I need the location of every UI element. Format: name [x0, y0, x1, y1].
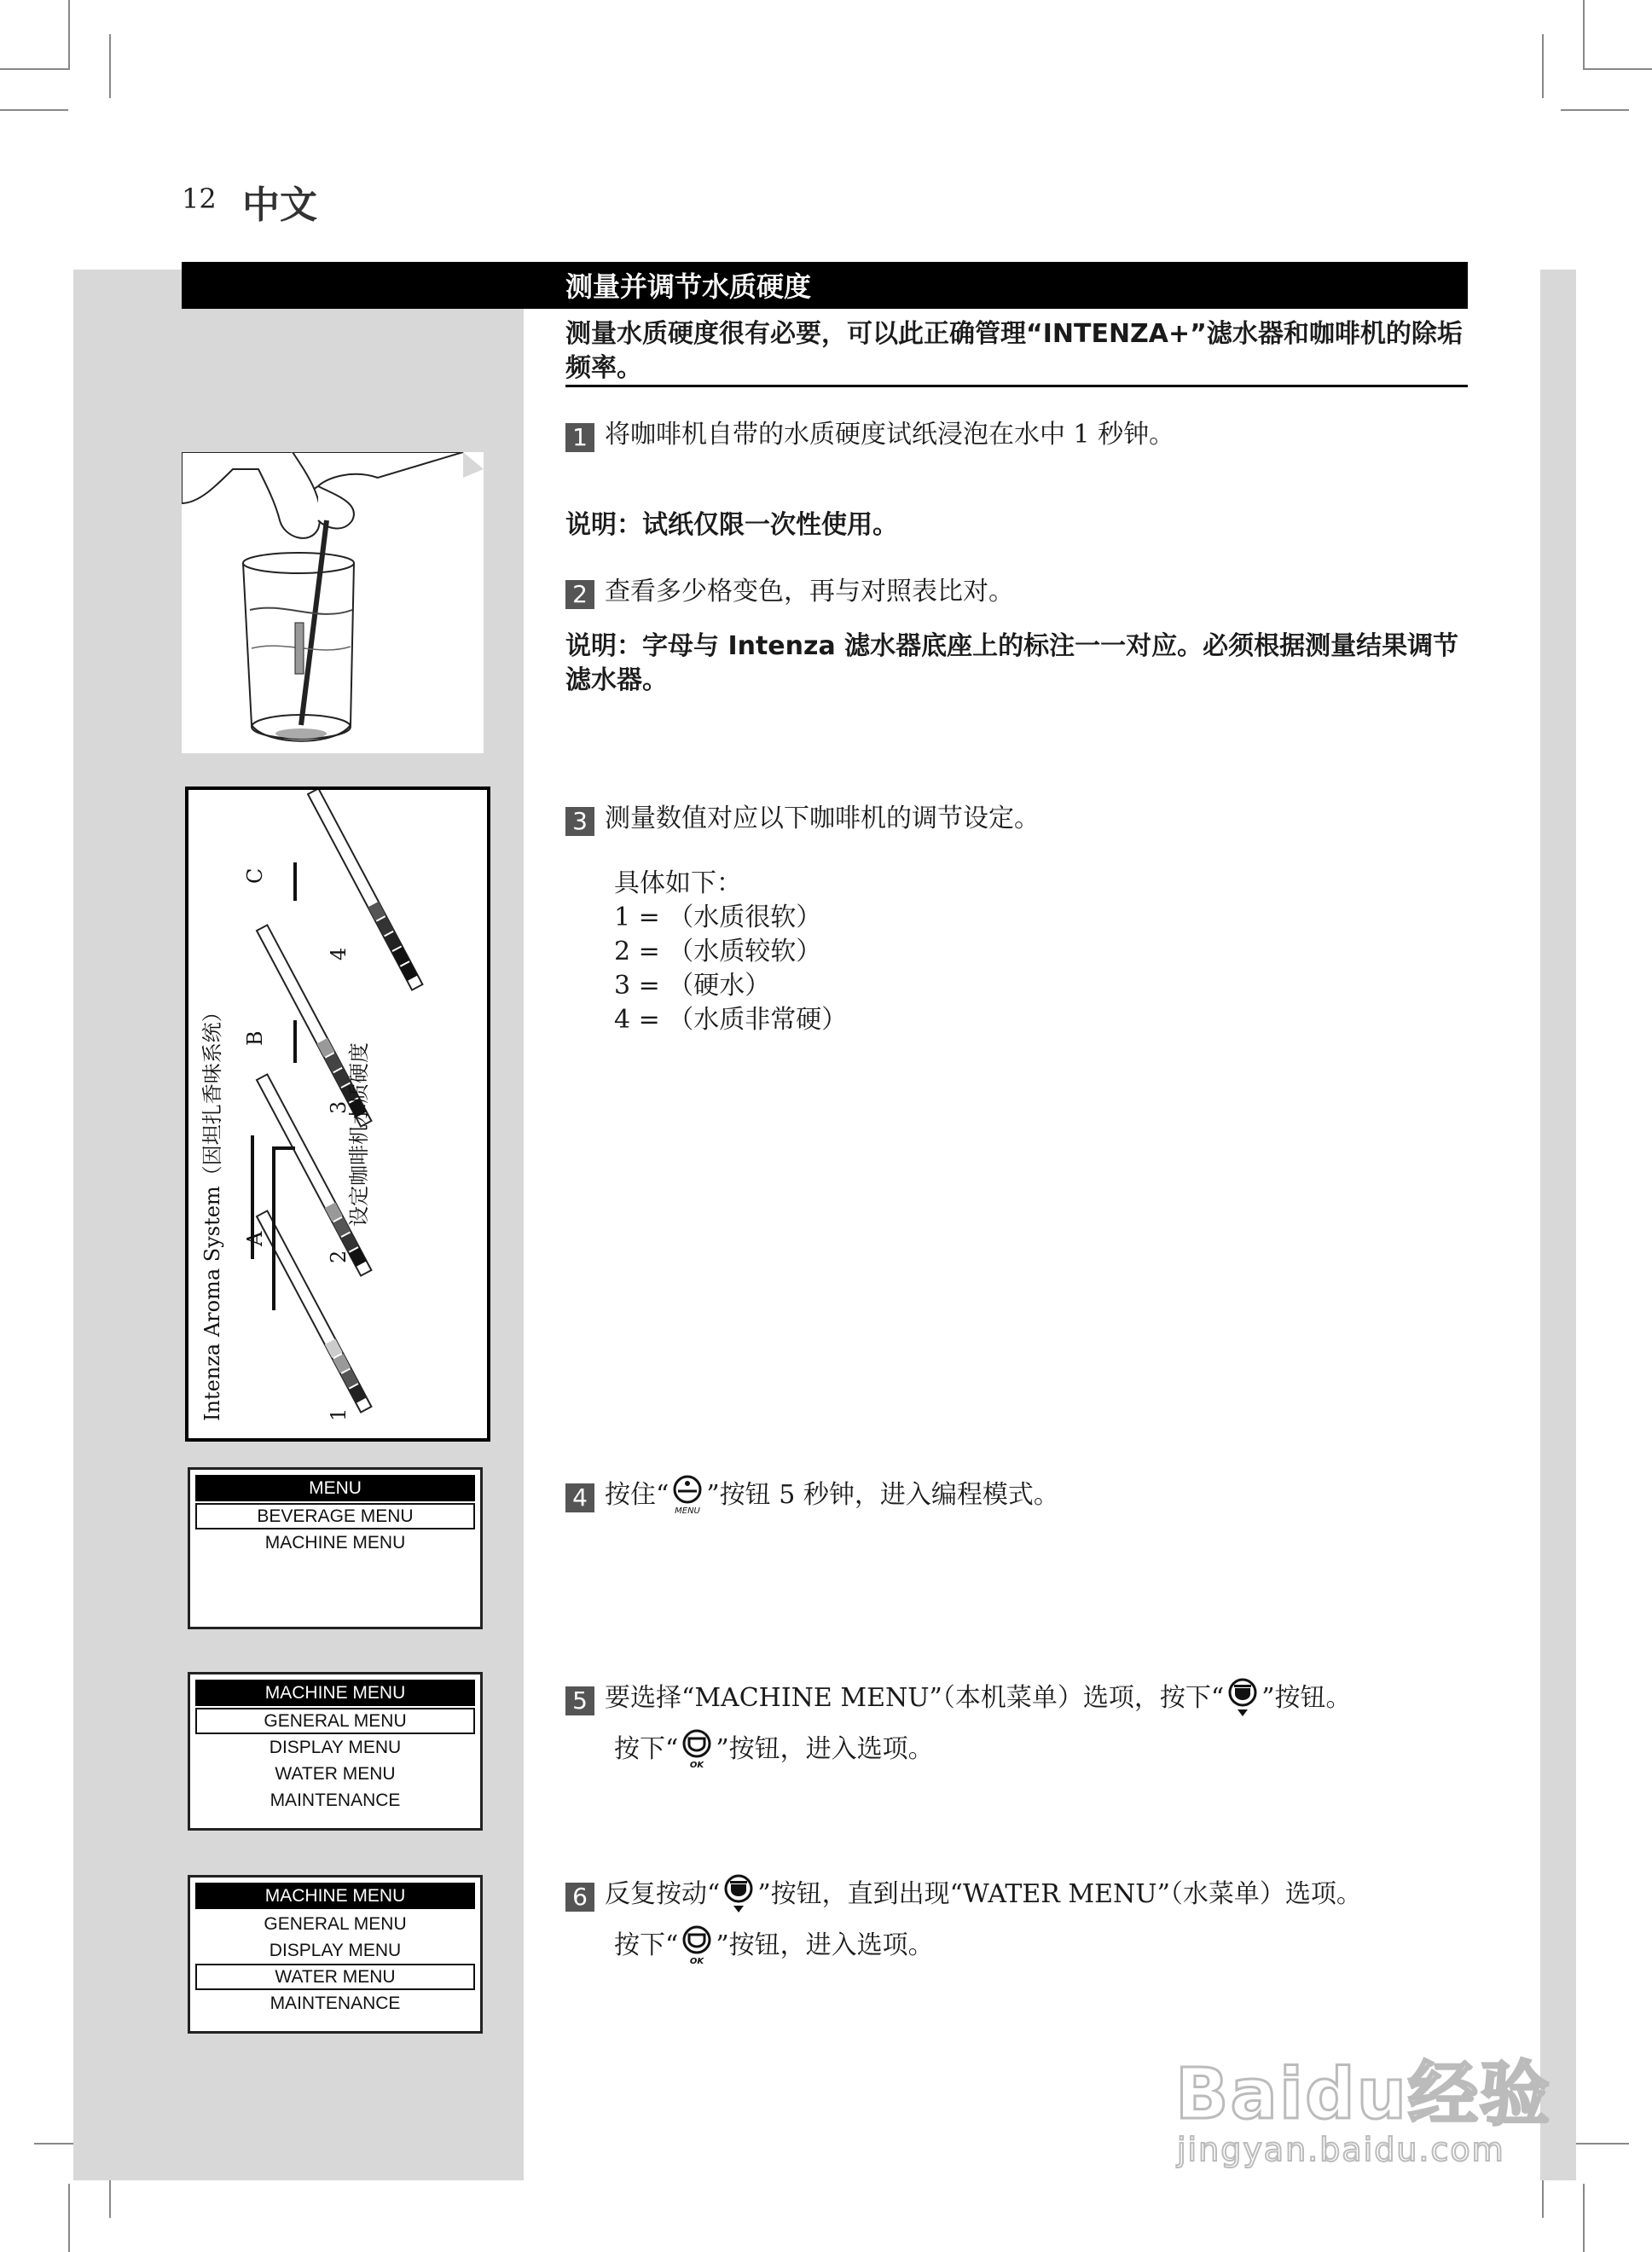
system-label: Intenza Aroma System（因坦扎香味系统）: [200, 1001, 224, 1421]
step-6: [565, 1873, 1362, 1914]
step-text: 要选择“MACHINE MENU”（本机菜单）选项，按下“: [605, 1683, 1225, 1713]
right-gray-column: [1540, 270, 1576, 2180]
letter-c: C: [243, 868, 267, 884]
number-4: 4: [327, 947, 351, 961]
lcd-header: MACHINE MENU: [195, 1883, 475, 1909]
step-number: 5: [565, 1686, 594, 1715]
step-2: [565, 575, 1014, 609]
crop-mark: [1561, 109, 1629, 111]
hardness-item: 3 = （硬水）: [614, 971, 771, 1001]
step-4: [565, 1474, 1059, 1515]
step-number: 3: [565, 807, 594, 836]
hardness-item: 1 = （水质很软）: [614, 903, 822, 932]
step-text: ”按钮 5 秒钟，进入编程模式。: [706, 1480, 1059, 1510]
system-label-group: [200, 1001, 224, 1421]
lcd-item: WATER MENU: [275, 1764, 396, 1784]
setting-label: 设定咖啡机水质硬度: [347, 1042, 371, 1227]
ok-button-icon: [678, 1924, 716, 1965]
lcd-screen-menu: [188, 1467, 483, 1629]
letter-a-group: [243, 1231, 267, 1247]
crop-mark: [68, 2184, 70, 2252]
step-5-line-2: [614, 1728, 934, 1769]
section-title-bar: [182, 262, 1468, 309]
lcd-item: DISPLAY MENU: [269, 1941, 402, 1960]
crop-mark: [1583, 0, 1585, 68]
lcd-header: MENU: [195, 1475, 475, 1501]
ok-button-icon: [678, 1728, 716, 1769]
hardness-item: 2 = （水质较软）: [614, 937, 822, 966]
ok-icon-label: OK: [690, 1957, 704, 1965]
step-number: 6: [565, 1883, 594, 1912]
watermark-brand: Baidu经验: [1175, 2054, 1552, 2135]
letter-c-group: [243, 868, 267, 884]
lcd-item: DISPLAY MENU: [269, 1738, 402, 1757]
coffee-down-button-icon: [720, 1873, 757, 1914]
crop-mark: [1583, 68, 1652, 70]
step-text: 查看多少格变色，再与对照表比对。: [605, 577, 1014, 607]
letter-b-group: [243, 1030, 267, 1046]
number-2: 2: [327, 1250, 351, 1263]
lcd-item-selected: BEVERAGE MENU: [195, 1503, 475, 1529]
letter-a: A: [243, 1231, 267, 1246]
step-text: 按住“: [605, 1480, 669, 1510]
step-text: ”按钮。: [1261, 1683, 1352, 1713]
step-1: [565, 418, 1174, 452]
step-6-line-2: [614, 1924, 934, 1965]
crop-mark: [0, 109, 68, 111]
step-text: ”按钮，直到出现“WATER MENU”（水菜单）选项。: [757, 1879, 1362, 1909]
lcd-item: MAINTENANCE: [270, 1791, 401, 1810]
lcd-item-selected: WATER MENU: [195, 1964, 475, 1990]
crop-mark: [1542, 34, 1544, 98]
intro-text: 测量水质硬度很有必要，可以此正确管理“INTENZA+”滤水器和咖啡机的除垢频率。: [565, 319, 1463, 383]
strip-4: [308, 788, 422, 990]
test-strip-in-glass-illustration: [182, 452, 484, 753]
step-number: 2: [565, 580, 594, 609]
step-text: ”按钮，进入选项。: [716, 1734, 934, 1764]
intro-divider: [565, 385, 1468, 387]
ok-icon-label: OK: [690, 1761, 704, 1769]
hardness-intro: 具体如下：: [614, 868, 742, 898]
note-2: 说明：字母与 Intenza 滤水器底座上的标注一一对应。必须根据测量结果调节滤水器。: [565, 631, 1459, 695]
section-title: 测量并调节水质硬度: [565, 270, 812, 303]
letter-b: B: [243, 1030, 267, 1046]
step-text: 按下“: [614, 1930, 679, 1960]
crop-mark: [1583, 2184, 1585, 2252]
coffee-down-button-icon: [1224, 1677, 1261, 1718]
hardness-item: 4 = （水质非常硬）: [614, 1005, 848, 1035]
crop-mark: [109, 34, 111, 98]
crop-mark: [68, 0, 70, 68]
menu-button-icon: [669, 1474, 706, 1515]
lcd-screen-machine-menu: [188, 1672, 483, 1831]
lcd-item: GENERAL MENU: [264, 1914, 407, 1934]
note-1: 说明：试纸仅限一次性使用。: [565, 510, 898, 540]
lcd-item: MAINTENANCE: [270, 1994, 401, 2013]
number-3: 3: [327, 1100, 351, 1114]
step-text: 反复按动“: [605, 1879, 721, 1909]
number-1: 1: [327, 1408, 351, 1421]
menu-icon-label: MENU: [675, 1506, 701, 1515]
step-3: [565, 802, 1040, 836]
step-number: 1: [565, 423, 594, 452]
page-language: 中文: [242, 183, 317, 227]
hardness-strip-diagram: [185, 786, 490, 1442]
step-number: 4: [565, 1483, 594, 1512]
page-number: 12: [182, 183, 217, 215]
watermark-url: jingyan.baidu.com: [1177, 2131, 1505, 2168]
step-5: [565, 1677, 1352, 1718]
step-text: ”按钮，进入选项。: [716, 1930, 934, 1960]
lcd-item: MACHINE MENU: [264, 1533, 406, 1553]
lcd-item-selected: GENERAL MENU: [195, 1708, 475, 1734]
step-text: 按下“: [614, 1734, 679, 1764]
lcd-screen-water-menu: [188, 1875, 483, 2034]
setting-label-group: [347, 1042, 371, 1227]
step-text: 将咖啡机自带的水质硬度试纸浸泡在水中 1 秒钟。: [605, 420, 1175, 450]
hardness-list: [614, 901, 847, 1037]
crop-mark: [0, 68, 70, 70]
lcd-header: MACHINE MENU: [195, 1680, 475, 1706]
step-text: 测量数值对应以下咖啡机的调节设定。: [605, 804, 1040, 833]
